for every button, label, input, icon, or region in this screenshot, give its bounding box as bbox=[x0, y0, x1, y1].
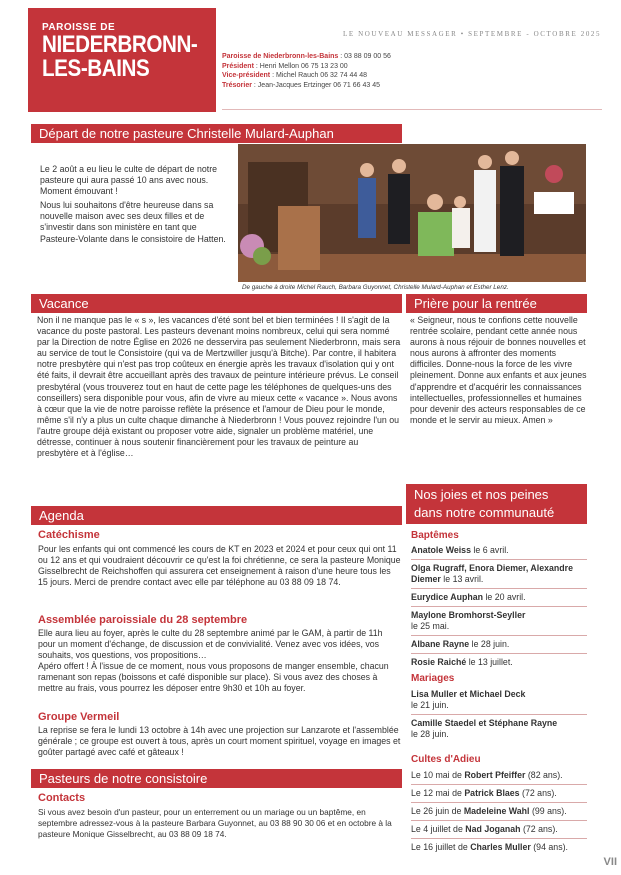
weddings-heading: Mariages bbox=[411, 673, 455, 684]
assembly-paragraph-2: Apéro offert ! À l'issue de ce moment, nous vous proposons de manger ensemble, chacun ramenant son repas (boissons et café disponible sur place). Si vous avez des choses à mettre au frais, vous pourrez les déposer entre 9h30 et 10h au foyer. bbox=[38, 661, 389, 694]
farewell-services-heading: Cultes d'Adieu bbox=[411, 754, 481, 765]
list-item: Le 12 mai de Patrick Blaes (72 ans). bbox=[411, 788, 557, 798]
divider bbox=[411, 635, 587, 636]
departure-section-banner: Départ de notre pasteure Christelle Mulard-Auphan bbox=[31, 124, 402, 143]
departure-paragraph-1: Le 2 août a eu lieu le culte de départ de notre pasteure qui aura passé 10 ans avec nous. Moment émouvant ! bbox=[40, 164, 218, 197]
logo-line-3: LES-BAINS bbox=[42, 55, 150, 82]
catechism-heading: Catéchisme bbox=[38, 529, 100, 541]
pastors-section-banner: Pasteurs de notre consistoire bbox=[31, 769, 402, 788]
farewell-photo-illustration bbox=[238, 144, 586, 282]
farewell-photo bbox=[238, 144, 586, 282]
masthead: LE NOUVEAU MESSAGER • SEPTEMBRE - OCTOBRE 2025 bbox=[343, 30, 602, 38]
weddings-list bbox=[411, 689, 587, 740]
list-item: Albane Rayne le 28 juin. bbox=[411, 639, 510, 649]
divider bbox=[411, 784, 587, 785]
vermeil-heading: Groupe Vermeil bbox=[38, 711, 120, 723]
contacts-heading: Contacts bbox=[38, 792, 86, 804]
contact-line: Trésorier : Jean-Jacques Ertzinger 06 71 66 43 45 bbox=[222, 81, 380, 89]
divider bbox=[411, 559, 587, 560]
divider bbox=[411, 714, 587, 715]
list-item: Maylone Bromhorst-Seyller le 25 mai. bbox=[411, 610, 526, 631]
prayer-section-banner: Prière pour la rentrée bbox=[406, 294, 587, 313]
logo-line-2: NIEDERBRONN- bbox=[42, 31, 198, 58]
parish-logo bbox=[28, 8, 216, 112]
logo-line-1: PAROISSE DE bbox=[42, 22, 116, 33]
list-item: Le 4 juillet de Nad Joganah (72 ans). bbox=[411, 824, 558, 834]
divider bbox=[411, 820, 587, 821]
community-title-line-1: Nos joies et nos peines bbox=[414, 487, 549, 502]
farewell-services-list bbox=[411, 770, 587, 853]
contact-line: Vice-président : Michel Rauch 06 32 74 44 48 bbox=[222, 72, 368, 80]
contacts-text: Si vous avez besoin d'un pasteur, pour un enterrement ou un mariage ou un baptême, en septembre adressez-vous à la pasteure Barbara Guyonnet, au 03 88 90 30 06 et en octobre à la pasteure Monique Gisselbrecht, au 03 88 09 18 74. bbox=[38, 807, 392, 839]
divider bbox=[411, 838, 587, 839]
list-item: Le 10 mai de Robert Pfeiffer (82 ans). bbox=[411, 770, 563, 780]
vermeil-text: La reprise se fera le lundi 13 octobre à 14h avec une projection sur Lanzarote et l'assemblée générale ; ce groupe est ouvert à tous, après un court moment spirituel, voyage en images et goûter partagé avec café et gâteaux ! bbox=[38, 725, 401, 758]
header-divider bbox=[222, 109, 602, 110]
divider bbox=[411, 606, 587, 607]
council-contacts bbox=[222, 52, 391, 90]
assembly-heading: Assemblée paroissiale du 28 septembre bbox=[38, 614, 248, 626]
divider bbox=[411, 588, 587, 589]
list-item: Le 26 juin de Madeleine Wahl (99 ans). bbox=[411, 806, 567, 816]
list-item: Rosie Raiché le 13 juillet. bbox=[411, 657, 513, 667]
agenda-section-banner: Agenda bbox=[31, 506, 402, 525]
list-item: Lisa Muller et Michael Deck le 21 juin. bbox=[411, 689, 526, 710]
list-item: Eurydice Auphan le 20 avril. bbox=[411, 592, 526, 602]
contact-line: Président : Henri Mellon 06 75 13 23 00 bbox=[222, 62, 348, 70]
departure-paragraph-2: Nous lui souhaitons d'être heureuse dans sa nouvelle maison avec ses deux filles et de s'investir dans son ministère en tant que Pasteure-Volante dans le consistoire de Hatten. bbox=[40, 200, 226, 244]
divider bbox=[411, 653, 587, 654]
catechism-text: Pour les enfants qui ont commencé les cours de KT en 2023 et 2024 et pour ceux qui ont 11 ou 12 ans et qui voudraient découvrir ce qu'est la foi chrétienne, ce sera la pasteure Monique Gisselbrecht de Reichshoffen qui assurera cet enseignement à raison d'une heure tous les 15 jours. Merci de prendre contact avec elle par téléphone au 03 88 09 18 74. bbox=[38, 544, 401, 588]
community-section-banner bbox=[406, 484, 587, 524]
baptisms-list bbox=[411, 545, 587, 668]
list-item: Anatole Weiss le 6 avril. bbox=[411, 545, 509, 555]
list-item: Camille Staedel et Stéphane Rayne le 28 juin. bbox=[411, 718, 558, 739]
departure-text bbox=[40, 164, 232, 245]
assembly-paragraph-1: Elle aura lieu au foyer, après le culte du 28 septembre animé par le GAM, à partir de 11h pour un moment d'échange, de discussion et de convivialité. Venez avec vos idées, vos souhaits, vos questions, vos propositions… bbox=[38, 628, 383, 661]
assembly-text bbox=[38, 628, 402, 695]
list-item: Le 16 juillet de Charles Muller (94 ans). bbox=[411, 842, 568, 852]
baptisms-heading: Baptêmes bbox=[411, 530, 459, 541]
vacancy-text: Non il ne manque pas le « s », les vacances d'été sont bel et bien terminées ! Il s'agit de la vacance du poste pastoral. Les pasteurs devenant moins nombreux, celui qui sera nommé par la Direction de notre Église en 2026 ne desservira pas seulement Niederbronn, mais sera au service de tout le Consistoire (qui va de Mertzwiller jusqu'à Bitche). Par contre, il habitera notre presbytère qui n'est pas trop coûteux en énergie après les travaux d'isolation qui y ont été faits, il devrait être accueillant après des travaux de peinture intérieure prévus. Le conseil presbytéral (vous trouverez tout en haut de cette page les téléphones de quelques-uns des conseillers) sera disponible pour vous, afin de vivre au mieux cette « vacance ». Nous avons à cœur que la vie de notre paroisse reflète la présence et l'amour de Dieu pour le monde, même s'il n'y a plus un culte chaque dimanche à Niederbronn ! Vous pouvez rejoindre l'un ou l'autre groupe déjà existant ou proposer votre aide, signaler un problème matériel, une détresse, continuer à nous soutenir financièrement pour les travaux de peinture au presbytère et à l'église… bbox=[37, 315, 401, 459]
list-item: Olga Rugraff, Enora Diemer, Alexandre Diemer le 13 avril. bbox=[411, 563, 573, 584]
prayer-text: « Seigneur, nous te confions cette nouvelle rentrée scolaire, pendant cette année nous aurons à nous réjouir de bonnes nouvelles et nous aurons à affronter des moments difficiles. Donne-nous la force de les vivre pleinement. Donne aux enfants et aux jeunes d'apprendre et d'acquérir les connaissances intellectuelles, professionnelles et humaines pour devenir des acteurs responsables de ce monde et le servir au mieux. Amen » bbox=[410, 315, 587, 425]
contact-line: Paroisse de Niederbronn-les-Bains : 03 88 09 00 56 bbox=[222, 53, 391, 60]
community-title-line-2: dans notre communauté bbox=[414, 505, 555, 520]
page-number: VII bbox=[603, 856, 617, 868]
divider bbox=[411, 802, 587, 803]
photo-caption: De gauche à droite Michel Rauch, Barbara Guyonnet, Christelle Mulard-Auphan et Esther Lenz. bbox=[242, 284, 509, 291]
vacancy-section-banner: Vacance bbox=[31, 294, 402, 313]
